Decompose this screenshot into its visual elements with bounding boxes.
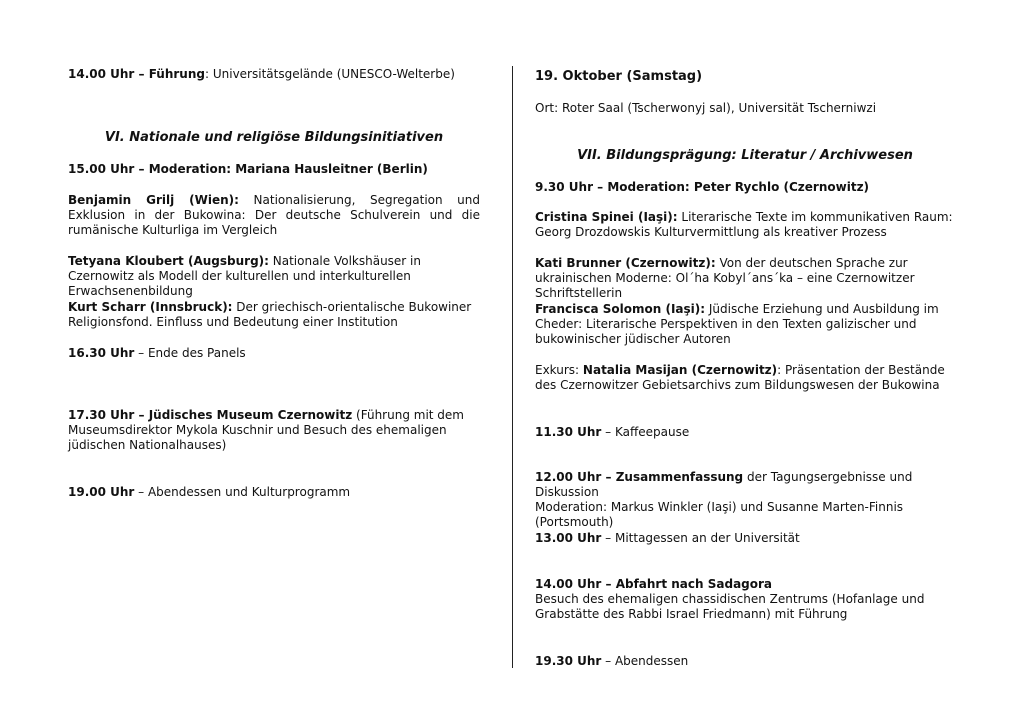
coffee-break: 11.30 Uhr – Kaffeepause <box>535 425 690 439</box>
lunch: 13.00 Uhr – Mittagessen an der Universität <box>535 531 800 545</box>
talk-grilj: Benjamin Grilj (Wien): Nationalisierung, Segregation und Exklusion in der Bukowina: Der deutsche Schulverein und die rumänische Kulturliga im Vergleich <box>68 193 480 237</box>
evening-dinner: 19.30 Uhr – Abendessen <box>535 654 689 668</box>
talk-solomon: Francisca Solomon (Iaşi): Jüdische Erziehung und Ausbildung im Cheder: Literarische Perspektiven in den Texten galizischer und bukowinischer jüdischer Autoren <box>535 302 939 346</box>
summary-session: 12.00 Uhr – Zusammenfassung der Tagungsergebnisse und Diskussion Moderation: Markus Winkler (Iaşi) und Susanne Marten-Finnis (Portsmouth) <box>535 470 913 529</box>
talk-spinei: Cristina Spinei (Iaşi): Literarische Texte im kommunikativen Raum: Georg Drozdowskis Kulturvermittlung als kreativer Prozess <box>535 210 953 239</box>
talk-kloubert: Tetyana Kloubert (Augsburg): Nationale Volkshäuser in Czernowitz als Modell der kulturellen und interkulturellen Erwachsenenbildung <box>68 254 421 298</box>
moderation-vii: 9.30 Uhr – Moderation: Peter Rychlo (Czernowitz) <box>535 180 870 194</box>
venue: Ort: Roter Saal (Tscherwonyj sal), Universität Tscherniwzi <box>535 101 877 115</box>
panel-end: 16.30 Uhr – Ende des Panels <box>68 346 246 360</box>
day-heading: 19. Oktober (Samstag) <box>535 69 703 84</box>
moderation-vi: 15.00 Uhr – Moderation: Mariana Hausleitner (Berlin) <box>68 162 428 176</box>
museum-visit: 17.30 Uhr – Jüdisches Museum Czernowitz (Führung mit dem Museumsdirektor Mykola Kuschnir und Besuch des ehemaligen jüdischen Nationalhauses) <box>68 408 464 452</box>
event-tour: 14.00 Uhr – Führung: Universitätsgelände (UNESCO-Welterbe) <box>68 67 455 81</box>
departure-sadagora: 14.00 Uhr – Abfahrt nach Sadagora Besuch des ehemaligen chassidischen Zentrums (Hofanlage und Grabstätte des Rabbi Israel Friedmann) mit Führung <box>535 577 925 621</box>
section-heading-vi: VI. Nationale und religiöse Bildungsinitiativen <box>104 130 444 145</box>
talk-brunner: Kati Brunner (Czernowitz): Von der deutschen Sprache zur ukrainischen Moderne: Ol΄ha Kobyl΄ans΄ka – eine Czernowitzer Schriftstellerin <box>535 256 915 300</box>
section-heading-vii: VII. Bildungsprägung: Literatur / Archivwesen <box>577 148 913 163</box>
column-divider <box>512 66 513 668</box>
talk-scharr: Kurt Scharr (Innsbruck): Der griechisch-orientalische Bukowiner Religionsfond. Einfluss und Bedeutung einer Institution <box>68 300 472 329</box>
excursus-masijan: Exkurs: Natalia Masijan (Czernowitz): Präsentation der Bestände des Czernowitzer Gebietsarchivs zum Bildungswesen der Bukowina <box>535 363 945 392</box>
dinner-program: 19.00 Uhr – Abendessen und Kulturprogramm <box>68 485 351 499</box>
